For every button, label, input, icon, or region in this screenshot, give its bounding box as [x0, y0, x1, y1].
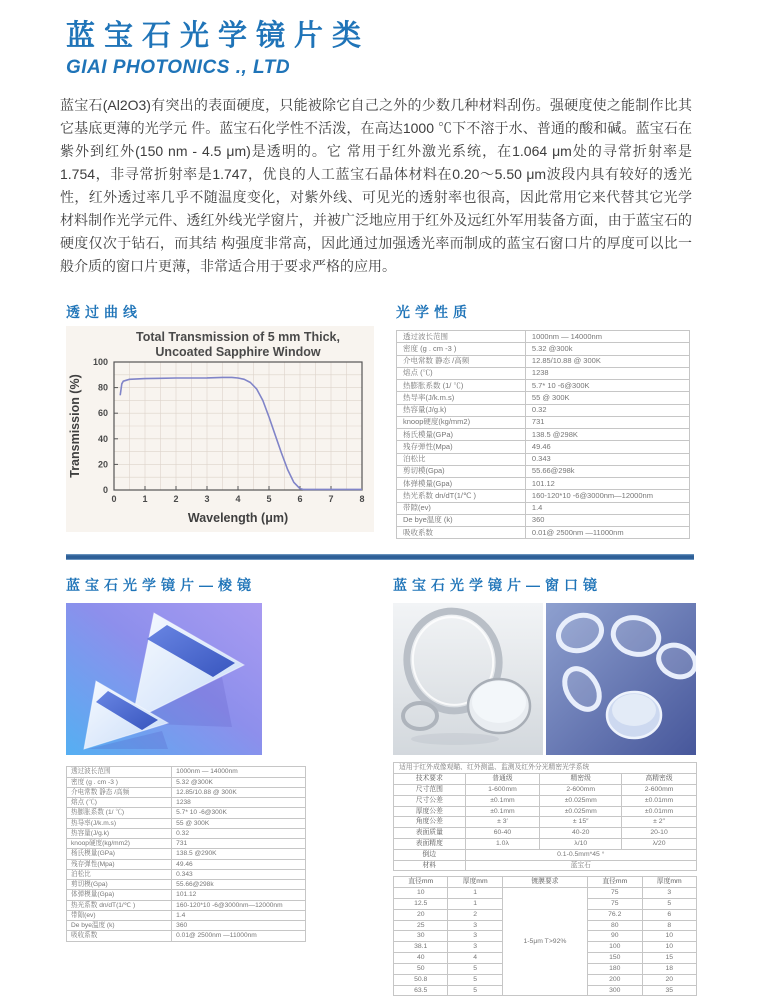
table-cell: 2 — [448, 909, 502, 920]
table-cell: 剪切模(Gpa) — [67, 880, 172, 890]
table-cell: 残存弹性(Mpa) — [67, 859, 172, 869]
svg-text:3: 3 — [204, 494, 210, 504]
table-cell: 普通级 — [465, 774, 540, 785]
table-cell: 10 — [394, 888, 448, 899]
transmission-chart — [66, 326, 396, 532]
table-cell: 20 — [394, 909, 448, 920]
table-cell: 泊松比 — [397, 453, 526, 465]
table-row — [67, 931, 306, 941]
table-cell: 360 — [525, 514, 689, 526]
table-cell: 介电常数 静态 /高频 — [397, 355, 526, 367]
table-cell: 0.01@ 2500nm —11000nm — [172, 931, 306, 941]
table-row — [67, 900, 306, 910]
table-row — [67, 777, 306, 787]
table-cell: 10 — [642, 931, 697, 942]
prism-column — [66, 575, 393, 996]
table-cell: 100 — [588, 942, 642, 953]
table-cell: 0.343 — [172, 869, 306, 879]
table-row — [67, 890, 306, 900]
window-lenses-photo — [546, 603, 696, 755]
table-cell: 介电常数 静态 /高频 — [67, 787, 172, 797]
table-cell: 49.46 — [525, 441, 689, 453]
table-cell: 1238 — [525, 367, 689, 379]
table-row — [397, 527, 690, 539]
table-cell: 138.5 @298K — [525, 429, 689, 441]
table-row — [67, 921, 306, 931]
table-cell: 体弹模量(Gpa) — [397, 478, 526, 490]
table-row — [394, 877, 697, 888]
table-row — [67, 859, 306, 869]
table-row — [397, 502, 690, 514]
table-cell: 镀膜要求 — [502, 877, 587, 888]
table-cell: De bye温度 (k) — [397, 514, 526, 526]
svg-text:20: 20 — [97, 459, 108, 470]
table-cell: 热光系数 dn/dT(1/℃ ) — [67, 900, 172, 910]
table-cell: 厚度mm — [642, 877, 697, 888]
table-cell: 杨氏模量(GPa) — [67, 849, 172, 859]
table-cell: 厚度公差 — [394, 806, 466, 817]
table-row — [397, 343, 690, 355]
table-cell: 80 — [588, 920, 642, 931]
table-row — [394, 806, 697, 817]
table-cell: λ/20 — [622, 838, 697, 849]
optical-properties-table — [396, 330, 690, 539]
table-cell: 表面精度 — [394, 838, 466, 849]
table-cell: 300 — [588, 985, 642, 996]
svg-text:4: 4 — [235, 494, 241, 504]
table-cell: 50 — [394, 963, 448, 974]
table-row — [394, 828, 697, 839]
table-cell: 杨氏模量(GPa) — [397, 429, 526, 441]
table-cell: 10 — [642, 942, 697, 953]
table-cell: 55.66@298k — [172, 880, 306, 890]
table-cell: 适用于红外成像观瞄、红外测温、监测及红外分光精密光学系统 — [394, 763, 697, 774]
table-row — [397, 416, 690, 428]
table-cell: 1 — [448, 899, 502, 910]
table-cell: 38.1 — [394, 942, 448, 953]
table-cell: 731 — [172, 839, 306, 849]
table-row — [67, 849, 306, 859]
table-cell: 1 — [448, 888, 502, 899]
table-cell: 2-600mm — [622, 784, 697, 795]
svg-text:Transmission (%): Transmission (%) — [68, 374, 82, 478]
prism-properties-table — [66, 766, 306, 941]
table-cell: ± 3′ — [465, 817, 540, 828]
table-cell: 密度 (g . cm -3 ) — [67, 777, 172, 787]
table-cell: 高精密级 — [622, 774, 697, 785]
table-row — [397, 453, 690, 465]
table-cell: 表面质量 — [394, 828, 466, 839]
prism-photo-illustration — [66, 603, 262, 755]
table-cell: 5 — [448, 963, 502, 974]
table-row — [397, 441, 690, 453]
table-cell: 1000nm — 14000nm — [172, 767, 306, 777]
table-cell: 50.8 — [394, 974, 448, 985]
table-cell: ±0.01mm — [622, 795, 697, 806]
table-row — [394, 763, 697, 774]
table-row — [397, 367, 690, 379]
table-cell: 带隙(ev) — [397, 502, 526, 514]
table-cell: 40 — [394, 953, 448, 964]
svg-text:1: 1 — [142, 494, 148, 504]
table-cell: 倒边 — [394, 849, 466, 860]
table-cell: 0.32 — [172, 828, 306, 838]
table-cell: 75 — [588, 899, 642, 910]
table-cell: 1238 — [172, 798, 306, 808]
table-cell: 吸收系数 — [67, 931, 172, 941]
svg-text:2: 2 — [173, 494, 179, 504]
table-cell: 200 — [588, 974, 642, 985]
transmission-curve-column — [66, 302, 396, 539]
table-row — [67, 880, 306, 890]
table-cell: 1-5μm T>92% — [502, 888, 587, 996]
table-row — [397, 465, 690, 477]
svg-text:Total Transmission of 5 mm Thi: Total Transmission of 5 mm Thick, — [136, 330, 340, 344]
table-cell: 吸收系数 — [397, 527, 526, 539]
window-column — [393, 575, 697, 996]
svg-text:80: 80 — [97, 382, 108, 393]
svg-text:0: 0 — [102, 485, 108, 495]
table-cell: 热膨胀系数 (1/ ℃) — [67, 808, 172, 818]
table-cell: 泊松比 — [67, 869, 172, 879]
table-cell: 3 — [642, 888, 697, 899]
table-cell: 18 — [642, 963, 697, 974]
window-size-table — [393, 876, 697, 996]
table-cell: 49.46 — [172, 859, 306, 869]
table-cell: 透过波长范围 — [67, 767, 172, 777]
table-cell: 40-20 — [540, 828, 622, 839]
table-cell: ± 2″ — [622, 817, 697, 828]
table-cell: ± 15″ — [540, 817, 622, 828]
table-cell: 热容量(J/g.k) — [397, 404, 526, 416]
table-cell: 1-600mm — [465, 784, 540, 795]
table-cell: 55.66@298k — [525, 465, 689, 477]
table-cell: 6 — [642, 909, 697, 920]
table-cell: 0.32 — [525, 404, 689, 416]
table-row — [397, 404, 690, 416]
table-row — [397, 392, 690, 404]
table-cell: 360 — [172, 921, 306, 931]
table-cell: 热容量(J/g.k) — [67, 828, 172, 838]
table-row — [67, 767, 306, 777]
table-cell: 0.1-0.5mm*45 ° — [465, 849, 696, 860]
table-cell: 101.12 — [525, 478, 689, 490]
table-row — [67, 839, 306, 849]
window-photos — [393, 603, 697, 755]
table-cell: 直径mm — [588, 877, 642, 888]
table-cell: 热导率(J/k.m.s) — [67, 818, 172, 828]
table-cell: knoop硬度(kg/mm2) — [397, 416, 526, 428]
table-cell: 55 @ 300K — [172, 818, 306, 828]
table-row — [67, 808, 306, 818]
table-cell: 体弹模量(Gpa) — [67, 890, 172, 900]
svg-text:100: 100 — [92, 357, 108, 367]
table-cell: ±0.1mm — [465, 806, 540, 817]
section-heading-window: 蓝宝石光学镜片—窗口镜 — [393, 577, 602, 594]
svg-text:5: 5 — [266, 494, 272, 504]
transmission-chart-svg — [66, 326, 374, 532]
table-row — [67, 818, 306, 828]
intro-paragraph: 蓝宝石(Al2O3)有突出的表面硬度，只能被除它自己之外的少数几种材料刮伤。强硬度使之能制作比其它基底更薄的光学元 件。蓝宝石化学性不活泼，在高达1000 ℃下不溶于水、普通的酸和碱。蓝宝石在紫外到红外(150 nm - 4.5 μm)是透明的。它 常用于红外激光系统，在1.064 μm处的寻常折射率是1.754，非寻常折射率是1.747，优良的人工蓝宝石晶体材料在0.20～5.50 μm波段内具有较好的透光性，红外透过率几乎不随温度变化，对紫外线、可见光的透射率也很高，因此常用它来代替其它光学 材料制作光学元件、透红外线光学窗片，并被广泛地应用于红外及远红外军用装备方面，由于蓝宝石的硬度仅次于钻石，而其结 构强度非常高，因此通过加强透光率而制成的蓝宝石窗口片的厚度可以比一般介质的窗口片更薄，非常适合用于要求严格的应用。 — [60, 97, 692, 274]
table-cell: 1.0λ — [465, 838, 540, 849]
svg-text:8: 8 — [359, 494, 365, 504]
table-row — [397, 331, 690, 343]
table-cell: 3 — [448, 942, 502, 953]
top-section — [66, 302, 697, 539]
table-row — [394, 795, 697, 806]
table-cell: 厚度mm — [448, 877, 502, 888]
table-cell: 密度 (g . cm -3 ) — [397, 343, 526, 355]
table-cell: 熔点 (℃) — [67, 798, 172, 808]
table-cell: 透过波长范围 — [397, 331, 526, 343]
table-cell: 101.12 — [172, 890, 306, 900]
table-cell: 5.7* 10 -6@300K — [525, 380, 689, 392]
svg-text:Wavelength (μm): Wavelength (μm) — [187, 511, 289, 525]
table-row — [67, 869, 306, 879]
table-cell: 1.4 — [525, 502, 689, 514]
table-cell: 0.01@ 2500nm —11000nm — [525, 527, 689, 539]
table-cell: knoop硬度(kg/mm2) — [67, 839, 172, 849]
table-row — [397, 490, 690, 502]
table-cell: 63.5 — [394, 985, 448, 996]
table-cell: 直径mm — [394, 877, 448, 888]
page-title: 蓝宝石光学镜片类 — [66, 20, 371, 52]
svg-text:Uncoated Sapphire Window: Uncoated Sapphire Window — [155, 345, 321, 359]
table-cell: 残存弹性(Mpa) — [397, 441, 526, 453]
table-cell: 尺寸公差 — [394, 795, 466, 806]
table-cell: 160-120*10 -6@3000nm—12000nm — [172, 900, 306, 910]
svg-text:60: 60 — [97, 408, 108, 419]
company-name: GIAI PHOTONICS ., LTD — [66, 57, 291, 78]
table-cell: ±0.1mm — [465, 795, 540, 806]
table-cell: 75 — [588, 888, 642, 899]
table-row — [394, 817, 697, 828]
table-cell: 5 — [448, 974, 502, 985]
table-cell: 蓝宝石 — [465, 860, 696, 871]
table-cell: 731 — [525, 416, 689, 428]
table-cell: λ/10 — [540, 838, 622, 849]
table-row — [67, 798, 306, 808]
table-cell: 30 — [394, 931, 448, 942]
svg-text:0: 0 — [111, 494, 117, 504]
table-cell: 3 — [448, 931, 502, 942]
table-cell: 5 — [642, 899, 697, 910]
table-cell: 2-600mm — [540, 784, 622, 795]
table-cell: 55 @ 300K — [525, 392, 689, 404]
table-row — [67, 787, 306, 797]
table-cell: 20 — [642, 974, 697, 985]
table-cell: 热导率(J/k.m.s) — [397, 392, 526, 404]
optical-properties-column — [396, 302, 692, 539]
table-cell: 25 — [394, 920, 448, 931]
table-cell: 150 — [588, 953, 642, 964]
table-row — [394, 838, 697, 849]
table-cell: ±0.025mm — [540, 806, 622, 817]
table-cell: 1000nm — 14000nm — [525, 331, 689, 343]
table-cell: De bye温度 (k) — [67, 921, 172, 931]
table-cell: 180 — [588, 963, 642, 974]
table-cell: 热膨胀系数 (1/ ℃) — [397, 380, 526, 392]
table-row — [394, 860, 697, 871]
table-cell: 12.85/10.88 @ 300K — [172, 787, 306, 797]
table-cell: 5.32 @300k — [525, 343, 689, 355]
section-heading-curve: 透过曲线 — [66, 304, 142, 320]
table-row — [67, 910, 306, 920]
table-cell: 熔点 (℃) — [397, 367, 526, 379]
table-cell: 尺寸范围 — [394, 784, 466, 795]
table-cell: 12.5 — [394, 899, 448, 910]
prism-photo — [66, 603, 393, 755]
svg-text:40: 40 — [97, 433, 108, 444]
table-cell: 3 — [448, 920, 502, 931]
section-heading-prism: 蓝宝石光学镜片—棱镜 — [66, 577, 256, 594]
table-cell: 90 — [588, 931, 642, 942]
table-cell: 8 — [642, 920, 697, 931]
table-cell: 4 — [448, 953, 502, 964]
svg-text:6: 6 — [297, 494, 303, 504]
table-cell: 0.343 — [525, 453, 689, 465]
table-row — [397, 355, 690, 367]
section-divider — [66, 554, 694, 560]
table-row — [394, 774, 697, 785]
table-cell: 76.2 — [588, 909, 642, 920]
window-rings-photo — [393, 603, 543, 755]
table-cell: 35 — [642, 985, 697, 996]
table-cell: 技术要求 — [394, 774, 466, 785]
table-cell: 60-40 — [465, 828, 540, 839]
table-cell: 剪切模(Gpa) — [397, 465, 526, 477]
table-cell: 热光系数 dn/dT(1/℃ ) — [397, 490, 526, 502]
table-cell: 1.4 — [172, 910, 306, 920]
table-row — [67, 828, 306, 838]
section-heading-optical: 光学性质 — [396, 304, 472, 320]
page-header — [60, 13, 697, 79]
table-cell: ±0.025mm — [540, 795, 622, 806]
bottom-section — [66, 575, 697, 996]
table-cell: 5 — [448, 985, 502, 996]
table-row — [397, 380, 690, 392]
table-row — [394, 784, 697, 795]
table-cell: 20-10 — [622, 828, 697, 839]
table-row — [397, 429, 690, 441]
table-cell: 15 — [642, 953, 697, 964]
table-cell: 材料 — [394, 860, 466, 871]
table-cell: 160-120*10 -6@3000nm—12000nm — [525, 490, 689, 502]
window-spec-table — [393, 762, 697, 871]
table-row — [397, 514, 690, 526]
table-cell: 5.32 @300K — [172, 777, 306, 787]
table-row — [394, 849, 697, 860]
table-cell: 角度公差 — [394, 817, 466, 828]
table-row — [397, 478, 690, 490]
table-cell: 12.85/10.88 @ 300K — [525, 355, 689, 367]
table-cell: 精密级 — [540, 774, 622, 785]
table-cell: 5.7* 10 -6@300K — [172, 808, 306, 818]
svg-text:7: 7 — [328, 494, 334, 504]
table-cell: 138.5 @290K — [172, 849, 306, 859]
table-cell: 带隙(ev) — [67, 910, 172, 920]
table-cell: ±0.01mm — [622, 806, 697, 817]
